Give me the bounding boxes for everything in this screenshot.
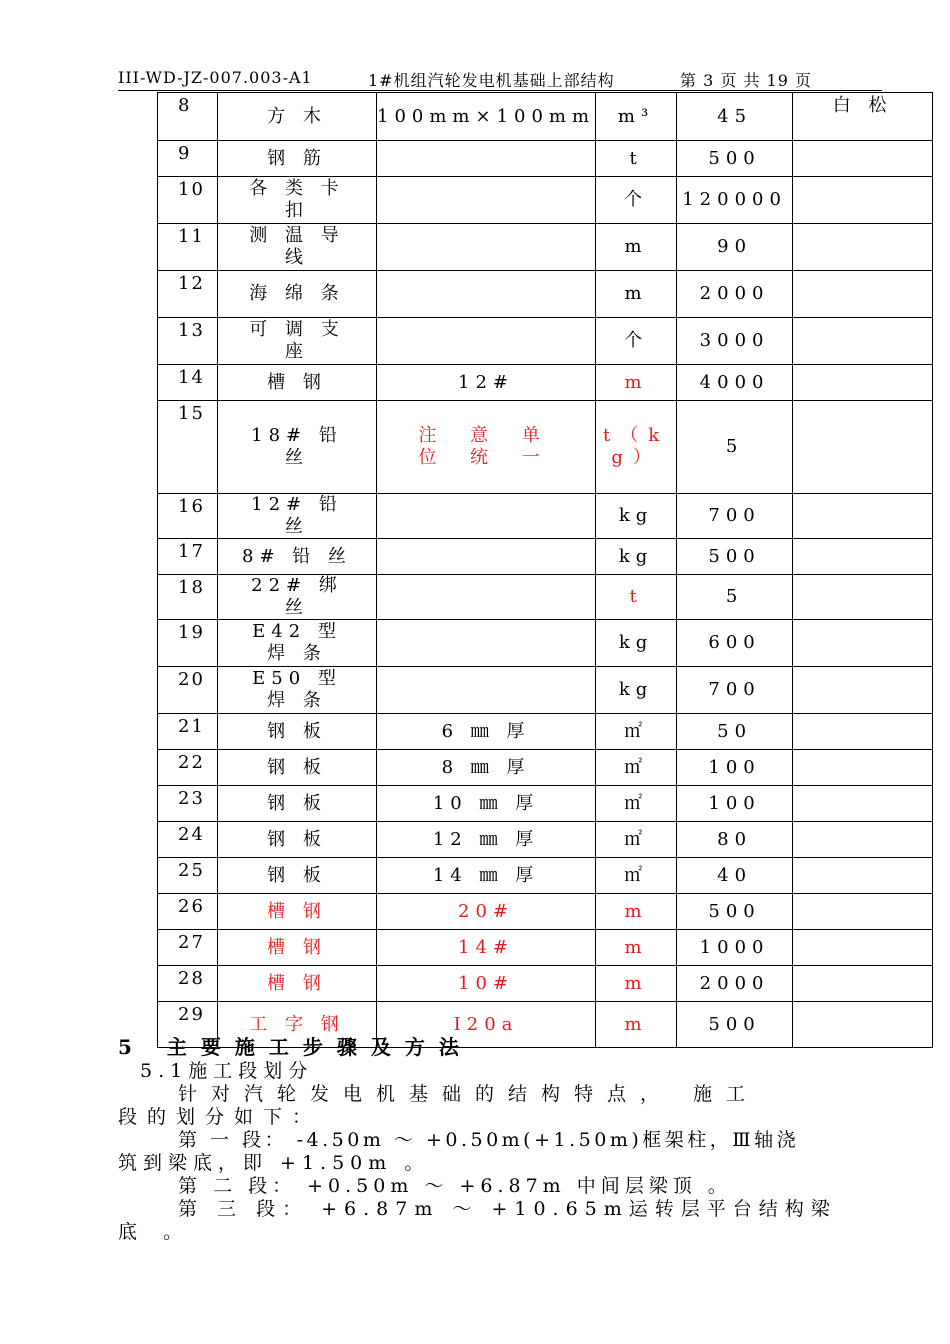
- paragraph-line: 段的划分如下：: [118, 1106, 322, 1128]
- material-quantity: 500: [677, 1002, 793, 1048]
- material-spec: 10#: [377, 966, 596, 1002]
- material-remark: [793, 494, 933, 539]
- material-unit: m: [596, 1002, 677, 1048]
- material-name: E42 型 焊 条: [218, 620, 377, 667]
- material-spec: 14 ㎜ 厚: [377, 858, 596, 894]
- paragraph-line: 第 一 段： -4.50m ～ +0.50m(+1.50m)框架柱，Ⅲ轴浇: [178, 1129, 800, 1151]
- material-quantity: 120000: [677, 177, 793, 224]
- material-spec: [377, 667, 596, 714]
- row-number: 27: [158, 930, 218, 966]
- row-number: 13: [158, 318, 218, 365]
- material-remark: [793, 667, 933, 714]
- paragraph-line: 针对汽轮发电机基础的结构特点， 施工: [178, 1083, 760, 1105]
- material-name: 钢 板: [218, 822, 377, 858]
- doc-code: III-WD-JZ-007.003-A1: [118, 68, 313, 87]
- material-spec: 12#: [377, 365, 596, 401]
- material-name: 钢 板: [218, 786, 377, 822]
- material-spec: [377, 224, 596, 271]
- table-row: [158, 822, 933, 858]
- material-name: 钢 板: [218, 714, 377, 750]
- material-remark: [793, 539, 933, 575]
- material-unit: m: [596, 271, 677, 318]
- row-number: 10: [158, 177, 218, 224]
- material-name: 方 木: [218, 93, 377, 141]
- material-name: 海 绵 条: [218, 271, 377, 318]
- material-quantity: 500: [677, 894, 793, 930]
- table-row: [158, 575, 933, 620]
- material-unit: m: [596, 966, 677, 1002]
- material-spec: [377, 141, 596, 177]
- row-number: 22: [158, 750, 218, 786]
- row-number: 25: [158, 858, 218, 894]
- material-quantity: 40: [677, 858, 793, 894]
- row-number: 17: [158, 539, 218, 575]
- material-unit: kg: [596, 667, 677, 714]
- material-name: 槽 钢: [218, 894, 377, 930]
- table-row: [158, 620, 933, 667]
- material-unit: ㎡: [596, 822, 677, 858]
- row-number: 29: [158, 1002, 218, 1048]
- material-unit: t（kg）: [596, 401, 677, 494]
- table-row: [158, 224, 933, 271]
- row-number: 28: [158, 966, 218, 1002]
- material-unit: 个: [596, 318, 677, 365]
- section-heading: 5 主要施工步骤及方法: [118, 1035, 473, 1059]
- material-spec: [377, 318, 596, 365]
- material-quantity: 700: [677, 494, 793, 539]
- material-unit: ㎡: [596, 750, 677, 786]
- page-header: [118, 64, 882, 91]
- material-remark: [793, 318, 933, 365]
- material-spec: 100mm×100mm: [377, 93, 596, 141]
- material-quantity: 45: [677, 93, 793, 141]
- table-row: [158, 318, 933, 365]
- material-name: 槽 钢: [218, 966, 377, 1002]
- material-remark: [793, 786, 933, 822]
- table-row: [158, 401, 933, 494]
- material-name: 槽 钢: [218, 930, 377, 966]
- table-row: [158, 93, 933, 141]
- table-row: [158, 271, 933, 318]
- material-quantity: 4000: [677, 365, 793, 401]
- row-number: 11: [158, 224, 218, 271]
- material-unit: ㎡: [596, 714, 677, 750]
- subsection-heading: 5.1施工段划分: [140, 1060, 314, 1082]
- material-name: 钢 板: [218, 750, 377, 786]
- material-name: 22# 绑 丝: [218, 575, 377, 620]
- material-unit: m: [596, 224, 677, 271]
- table-row: [158, 750, 933, 786]
- material-remark: 白 松: [793, 93, 933, 141]
- row-number: 23: [158, 786, 218, 822]
- material-quantity: 2000: [677, 271, 793, 318]
- material-quantity: 100: [677, 750, 793, 786]
- material-name: 8# 铅 丝: [218, 539, 377, 575]
- material-unit: ㎡: [596, 858, 677, 894]
- material-spec: [377, 494, 596, 539]
- material-name: 测 温 导 线: [218, 224, 377, 271]
- material-quantity: 90: [677, 224, 793, 271]
- material-unit: m: [596, 894, 677, 930]
- table-row: [158, 141, 933, 177]
- row-number: 15: [158, 401, 218, 494]
- doc-title: 1#机组汽轮发电机基础上部结构: [368, 71, 615, 90]
- material-unit: kg: [596, 494, 677, 539]
- material-spec: [377, 539, 596, 575]
- table-row: [158, 930, 933, 966]
- row-number: 20: [158, 667, 218, 714]
- material-remark: [793, 620, 933, 667]
- material-quantity: 500: [677, 141, 793, 177]
- table-row: [158, 539, 933, 575]
- table-row: [158, 894, 933, 930]
- material-unit: 个: [596, 177, 677, 224]
- material-spec: 12 ㎜ 厚: [377, 822, 596, 858]
- table-row: [158, 858, 933, 894]
- material-quantity: 50: [677, 714, 793, 750]
- material-spec: 注 意 单 位 统 一: [377, 401, 596, 494]
- material-spec: 20#: [377, 894, 596, 930]
- material-name: 18# 铅 丝: [218, 401, 377, 494]
- material-quantity: 600: [677, 620, 793, 667]
- material-unit: m: [596, 365, 677, 401]
- row-number: 12: [158, 271, 218, 318]
- material-spec: I20a: [377, 1002, 596, 1048]
- table-row: [158, 786, 933, 822]
- row-number: 8: [158, 93, 218, 141]
- materials-table: [157, 92, 933, 1048]
- material-remark: [793, 966, 933, 1002]
- row-number: 19: [158, 620, 218, 667]
- paragraph-line: 底 。: [118, 1221, 193, 1243]
- material-unit: t: [596, 141, 677, 177]
- material-remark: [793, 575, 933, 620]
- row-number: 24: [158, 822, 218, 858]
- material-name: 可 调 支 座: [218, 318, 377, 365]
- material-quantity: 1000: [677, 930, 793, 966]
- material-remark: [793, 858, 933, 894]
- material-name: 12# 铅 丝: [218, 494, 377, 539]
- table-row: [158, 714, 933, 750]
- material-unit: kg: [596, 539, 677, 575]
- material-name: 钢 板: [218, 858, 377, 894]
- material-unit: m: [596, 930, 677, 966]
- material-remark: [793, 822, 933, 858]
- material-remark: [793, 365, 933, 401]
- material-remark: [793, 750, 933, 786]
- material-unit: kg: [596, 620, 677, 667]
- material-spec: 10 ㎜ 厚: [377, 786, 596, 822]
- material-quantity: 700: [677, 667, 793, 714]
- material-spec: 6 ㎜ 厚: [377, 714, 596, 750]
- material-name: 钢 筋: [218, 141, 377, 177]
- material-remark: [793, 714, 933, 750]
- row-number: 9: [158, 141, 218, 177]
- material-quantity: 5: [677, 575, 793, 620]
- material-remark: [793, 271, 933, 318]
- material-remark: [793, 930, 933, 966]
- table-row: [158, 177, 933, 224]
- table-row: [158, 667, 933, 714]
- material-remark: [793, 224, 933, 271]
- material-quantity: 100: [677, 786, 793, 822]
- row-number: 26: [158, 894, 218, 930]
- material-spec: [377, 271, 596, 318]
- material-unit: ㎡: [596, 786, 677, 822]
- page-number: 第 3 页 共 19 页: [680, 71, 812, 90]
- paragraph-line: 筑到梁底，即 +1.50m 。: [118, 1152, 430, 1174]
- paragraph-line: 第 二 段： +0.50m ～ +6.87m 中间层梁顶 。: [178, 1175, 732, 1197]
- material-spec: 14#: [377, 930, 596, 966]
- table-row: [158, 966, 933, 1002]
- material-remark: [793, 141, 933, 177]
- material-quantity: 500: [677, 539, 793, 575]
- row-number: 14: [158, 365, 218, 401]
- material-unit: t: [596, 575, 677, 620]
- material-remark: [793, 401, 933, 494]
- material-quantity: 2000: [677, 966, 793, 1002]
- material-remark: [793, 177, 933, 224]
- material-name: 槽 钢: [218, 365, 377, 401]
- row-number: 18: [158, 575, 218, 620]
- material-quantity: 3000: [677, 318, 793, 365]
- material-spec: [377, 575, 596, 620]
- table-row: [158, 365, 933, 401]
- row-number: 16: [158, 494, 218, 539]
- material-name: E50 型 焊 条: [218, 667, 377, 714]
- material-quantity: 5: [677, 401, 793, 494]
- material-spec: 8 ㎜ 厚: [377, 750, 596, 786]
- material-unit: m³: [596, 93, 677, 141]
- material-name: 工 字 钢: [218, 1002, 377, 1048]
- table-row: [158, 494, 933, 539]
- paragraph-line: 第 三 段： +6.87m ～ +10.65m运转层平台结构梁: [178, 1198, 837, 1220]
- material-spec: [377, 620, 596, 667]
- material-remark: [793, 894, 933, 930]
- material-spec: [377, 177, 596, 224]
- row-number: 21: [158, 714, 218, 750]
- material-quantity: 80: [677, 822, 793, 858]
- material-name: 各 类 卡 扣: [218, 177, 377, 224]
